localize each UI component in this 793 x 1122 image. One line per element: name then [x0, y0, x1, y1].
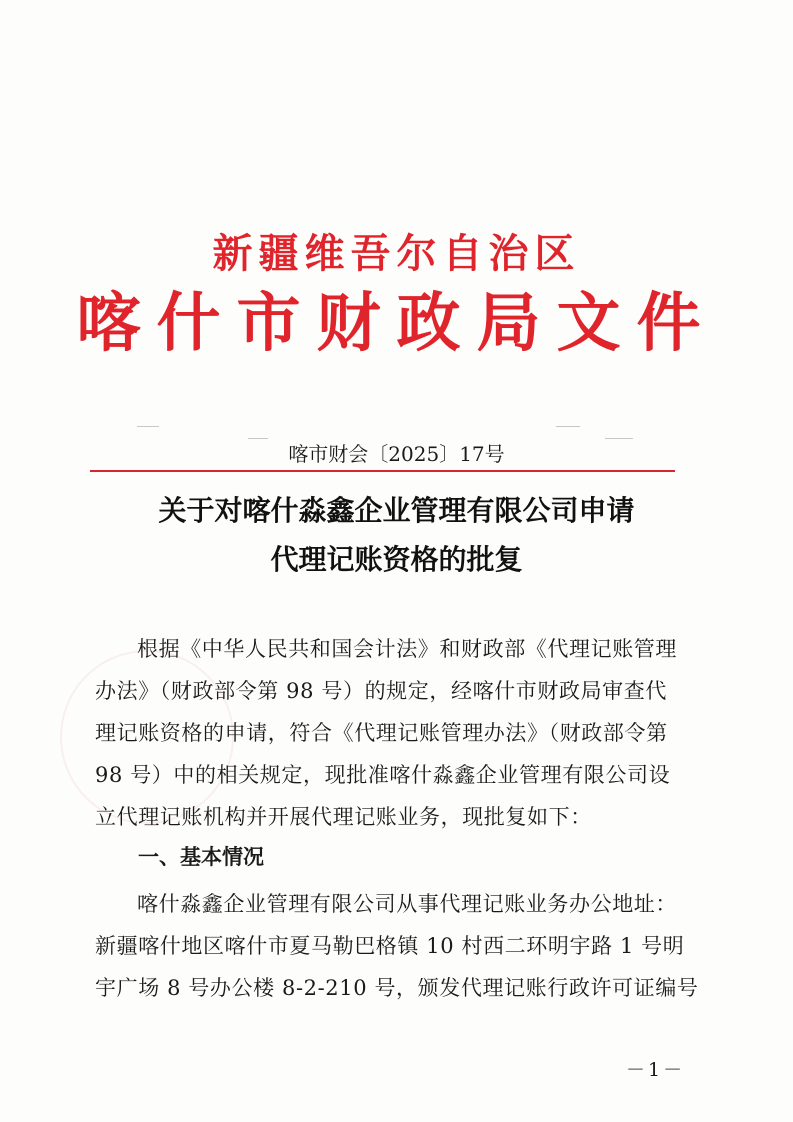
paragraph-basis — [95, 628, 683, 838]
paragraph-basic-info — [95, 883, 699, 1009]
document-title-line-1: 关于对喀什淼鑫企业管理有限公司申请 — [158, 494, 635, 527]
scan-artifact — [556, 426, 580, 427]
paragraph-line: 98 号）中的相关规定，现批准喀什淼鑫企业管理有限公司设 — [95, 763, 671, 787]
document-title-line-2: 代理记账资格的批复 — [270, 543, 523, 576]
paragraph-line: 办法》（财政部令第 98 号）的规定，经喀什市财政局审查代 — [95, 679, 667, 703]
paragraph-line: 喀什淼鑫企业管理有限公司从事代理记账业务办公地址： — [137, 892, 677, 916]
paragraph-line: 新疆喀什地区喀什市夏马勒巴格镇 10 村西二环明宇路 1 号明 — [95, 934, 685, 958]
paragraph-line: 理记账资格的申请，符合《代理记账管理办法》（财政部令第 — [95, 721, 668, 745]
page-number: －1－ — [626, 1059, 686, 1081]
issuing-authority-header: 喀什市财政局文件 — [76, 287, 717, 361]
document-number: 喀市财会〔2025〕17号 — [288, 442, 505, 466]
issuing-region-header: 新疆维吾尔自治区 — [212, 231, 581, 277]
scan-artifact — [137, 426, 159, 427]
paragraph-line: 立代理记账机构并开展代理记账业务，现批复如下： — [95, 805, 592, 829]
section-heading-basic-info: 一、基本情况 — [138, 845, 264, 869]
paragraph-line: 根据《中华人民共和国会计法》和财政部《代理记账管理 — [137, 637, 677, 661]
paragraph-line: 宇广场 8 号办公楼 8-2-210 号，颁发代理记账行政许可证编号 — [95, 976, 699, 1000]
red-separator-line — [90, 470, 675, 472]
